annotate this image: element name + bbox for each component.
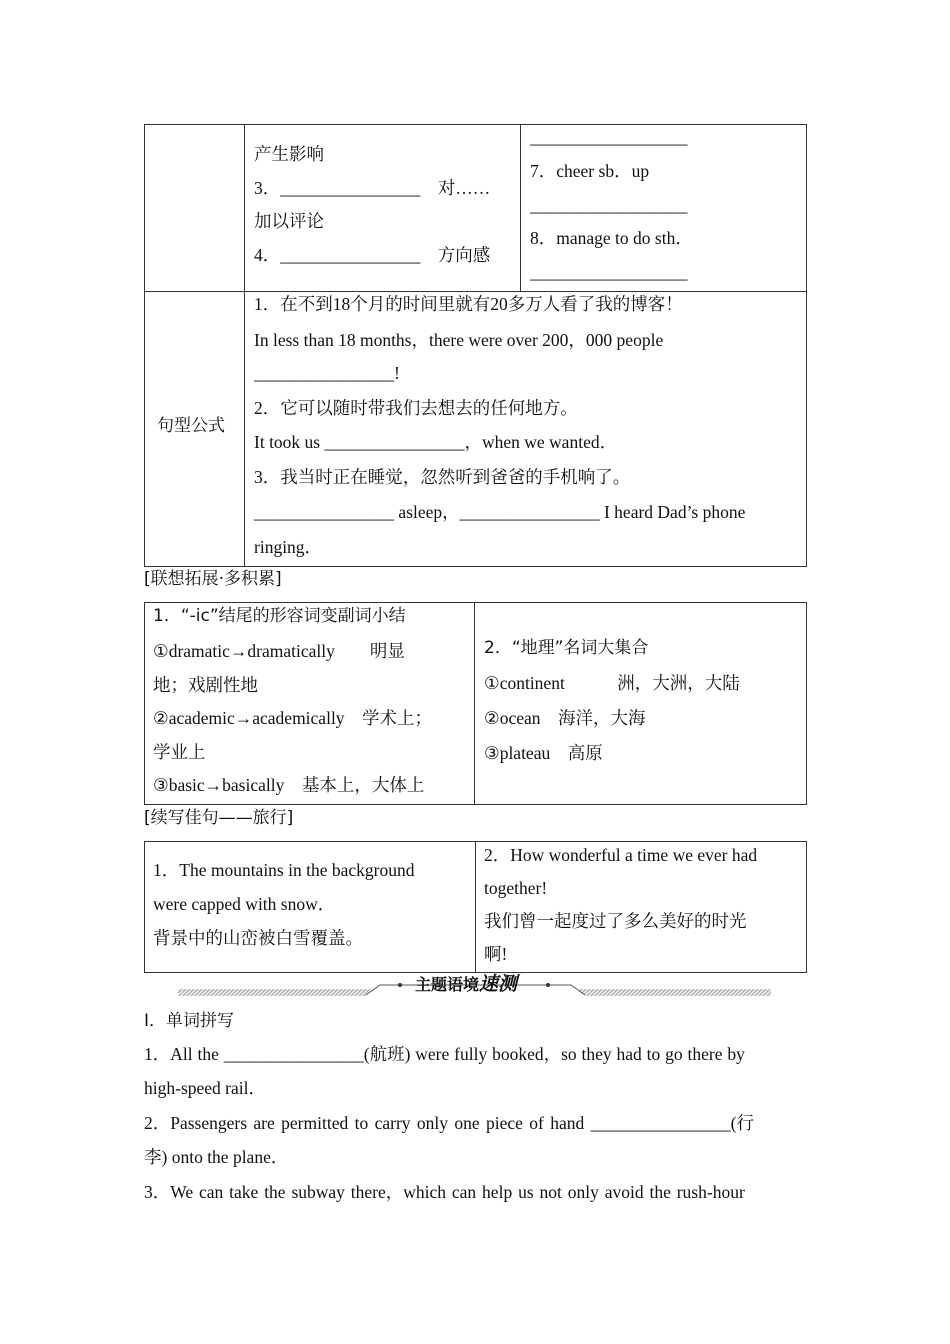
association-line: ③basic→basically 基本上，大体上: [153, 775, 425, 795]
section-banner: [178, 973, 771, 999]
phrase-line: 加以评论: [254, 211, 324, 231]
association-title: 2．“地理”名词大集合: [484, 638, 649, 658]
sentence-line: ________________!: [254, 363, 400, 383]
phrase-line: 3．________________ 对……: [254, 178, 491, 198]
phrase-line: 8．manage to do sth．: [530, 228, 693, 248]
sentence-pattern-label: 句型公式: [157, 416, 225, 436]
table-divider: [475, 841, 476, 973]
sentence-line: 2．它可以随时带我们去想去的任何地方。: [254, 398, 578, 418]
good-sentence-line: 2．How wonderful a time we ever had: [484, 845, 758, 865]
good-sentence-line: 啊!: [484, 944, 508, 964]
sentence-line: ringing．: [254, 537, 323, 557]
table-divider: [520, 124, 521, 292]
banner-label: [415, 973, 517, 996]
phrase-line: 4．________________ 方向感: [254, 245, 491, 265]
association-line: ②ocean 海洋，大海: [484, 708, 646, 728]
association-line: 学业上: [153, 742, 206, 762]
good-sentence-line: 背景中的山峦被白雪覆盖。: [153, 928, 363, 948]
table-divider: [144, 291, 807, 292]
section-heading: [续写佳句——旅行]: [144, 808, 294, 828]
association-title: 1．“-ic”结尾的形容词变副词小结: [153, 606, 406, 626]
banner-label-emphasis: 速测: [479, 973, 518, 995]
good-sentence-line: 我们曾一起度过了多么美好的时光: [484, 911, 747, 931]
sentence-line: ________________ asleep，________________ I heard Dad’s phone: [254, 502, 746, 522]
phrase-line: 7．cheer sb．up: [530, 161, 650, 181]
section-heading: [联想拓展·多积累]: [144, 569, 282, 589]
exercise-line: 1．All the ________________(航班) were fully booked，so they had to go there by: [144, 1044, 745, 1064]
answer-blank: __________________: [530, 195, 688, 215]
exercise-line: 李) onto the plane．: [144, 1147, 289, 1167]
exercise-line: high-speed rail．: [144, 1078, 266, 1098]
sentence-line: In less than 18 months，there were over 200，000 people: [254, 330, 664, 350]
good-sentence-line: were capped with snow．: [153, 894, 336, 914]
exercise-line: 3．We can take the subway there，which can help us not only avoid the rush-hour: [144, 1182, 745, 1202]
table-divider: [474, 602, 475, 805]
answer-blank: __________________: [530, 262, 688, 282]
answer-blank: __________________: [530, 127, 688, 147]
table-divider: [244, 124, 245, 567]
association-line: ①dramatic→dramatically 明显: [153, 641, 405, 661]
sentence-line: It took us ________________，when we wanted．: [254, 432, 618, 452]
association-line: ①continent 洲，大洲，大陆: [484, 673, 740, 693]
association-line: ②academic→academically 学术上；: [153, 708, 433, 728]
good-sentence-line: together!: [484, 878, 548, 898]
exercise-heading: Ⅰ．单词拼写: [144, 1011, 235, 1031]
phrase-line: 产生影响: [254, 144, 324, 164]
exercise-line: 2．Passengers are permitted to carry only one piece of hand ________________(行: [144, 1113, 754, 1133]
banner-label-text: 主题语境: [415, 975, 480, 994]
sentence-line: 3．我当时正在睡觉，忽然听到爸爸的手机响了。: [254, 467, 631, 487]
sentence-line: 1．在不到18个月的时间里就有20多万人看了我的博客！: [254, 294, 683, 314]
association-line: ③plateau 高原: [484, 743, 603, 763]
association-line: 地；戏剧性地: [153, 675, 258, 695]
good-sentence-line: 1．The mountains in the background: [153, 860, 415, 880]
